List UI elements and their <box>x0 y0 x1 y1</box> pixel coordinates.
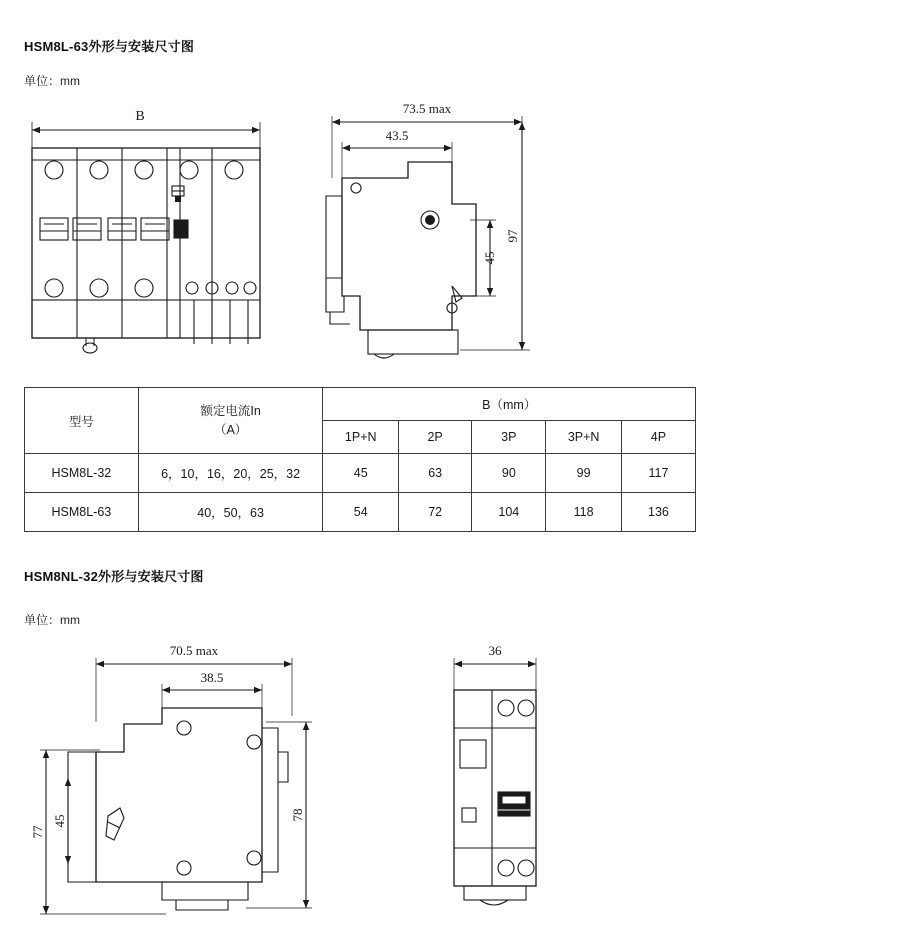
cell-hsm8l63-4p: 136 <box>621 493 695 532</box>
cell-hsm8l63-2p: 72 <box>398 493 471 532</box>
drawing-hsm8nl32-front-view <box>420 632 620 932</box>
cell-current-hsm8l32: 6，10，16，20，25，32 <box>138 454 323 493</box>
dimension-table <box>24 387 696 532</box>
dim-705max-label: 70.5 max <box>169 643 219 658</box>
dim-435-label: 43.5 <box>385 128 409 143</box>
section-title-hsm8nl-32: HSM8NL-32外形与安装尺寸图 <box>24 569 204 584</box>
dim-45-label: 45 <box>482 251 497 265</box>
header-model: 型号 <box>25 388 139 454</box>
unit-label-2: 单位：mm <box>24 613 80 627</box>
cell-hsm8l63-1pn: 54 <box>323 493 399 532</box>
drawing-hsm8nl32-side-view <box>16 632 336 932</box>
table-row <box>25 454 696 493</box>
cell-hsm8l32-4p: 117 <box>621 454 695 493</box>
dim-97-label: 97 <box>505 229 520 243</box>
section-title-hsm8l-63: HSM8L-63外形与安装尺寸图 <box>24 39 195 54</box>
header-b-group: B（mm） <box>323 388 696 421</box>
cell-model-hsm8l63: HSM8L-63 <box>25 493 139 532</box>
table-row <box>25 493 696 532</box>
cell-hsm8l32-3p: 90 <box>472 454 546 493</box>
unit-label-1: 单位：mm <box>24 74 80 88</box>
header-rated-current <box>138 388 323 454</box>
header-pole-1pn: 1P+N <box>323 421 399 454</box>
drawing-hsm8l63-front-view <box>16 100 286 370</box>
cell-model-hsm8l32: HSM8L-32 <box>25 454 139 493</box>
dim-78-label: 78 <box>290 808 305 822</box>
dim-36-label: 36 <box>488 643 502 658</box>
header-pole-2p: 2P <box>398 421 471 454</box>
header-rated-current-line1: 额定电流In <box>200 404 261 419</box>
table-header-row-1 <box>25 388 696 421</box>
dim-77-label: 77 <box>30 825 45 839</box>
dim-45-label-2: 45 <box>52 814 67 828</box>
header-pole-4p: 4P <box>621 421 695 454</box>
dim-B-label: B <box>135 109 145 124</box>
cell-hsm8l63-3p: 104 <box>472 493 546 532</box>
dim-385-label: 38.5 <box>200 670 224 685</box>
header-rated-current-line2: （A） <box>213 422 248 437</box>
cell-current-hsm8l63: 40，50，63 <box>138 493 323 532</box>
drawing-hsm8l63-side-view <box>300 100 560 370</box>
cell-hsm8l63-3pn: 118 <box>546 493 622 532</box>
cell-hsm8l32-3pn: 99 <box>546 454 622 493</box>
header-pole-3pn: 3P+N <box>546 421 622 454</box>
dim-735max-label: 73.5 max <box>402 101 452 116</box>
cell-hsm8l32-1pn: 45 <box>323 454 399 493</box>
header-pole-3p: 3P <box>472 421 546 454</box>
cell-hsm8l32-2p: 63 <box>398 454 471 493</box>
